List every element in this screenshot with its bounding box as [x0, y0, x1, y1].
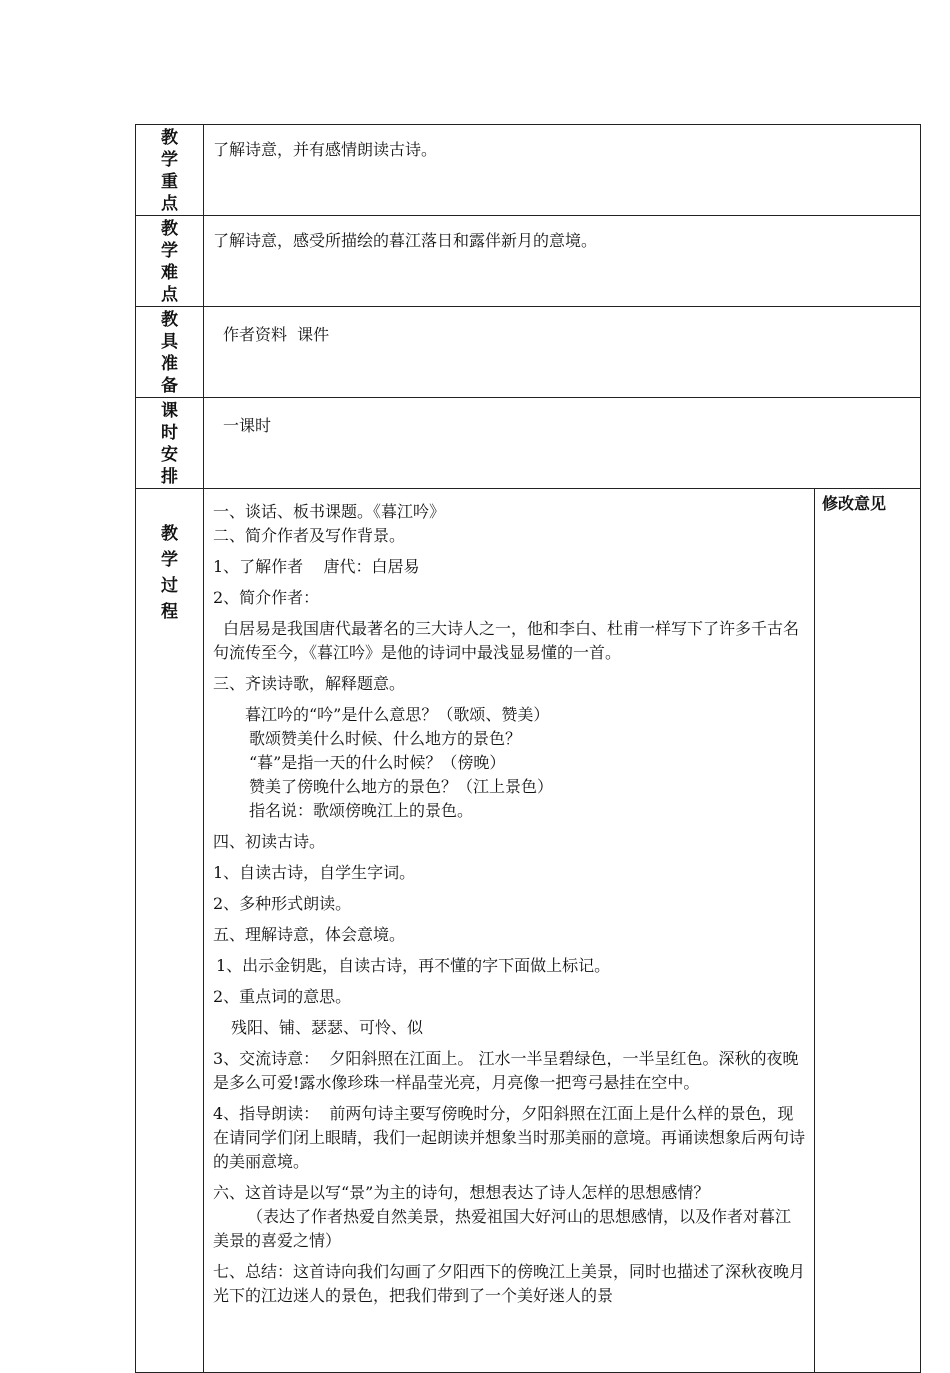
step-6: 六、这首诗是以写“景”为主的诗句，想想表达了诗人怎样的思想感情？ [213, 1183, 710, 1202]
key-words: 残阳、铺、瑟瑟、可怜、似 [231, 1018, 424, 1037]
row-teaching-process [136, 489, 921, 1373]
step-5-3: 3、交流诗意： 夕阳斜照在江面上。 江水一半呈碧绿色，一半呈红色。深秋的夜晚是多么可爱!露水像珍珠一样晶莹光亮，月亮像一把弯弓悬挂在空中。 [213, 1049, 799, 1092]
materials-value: 作者资料 课件 [204, 307, 921, 398]
row-schedule [136, 398, 921, 489]
step-2-2: 2、简介作者： [213, 588, 320, 607]
step-4: 四、初读古诗。 [213, 832, 326, 851]
step-7: 七、总结：这首诗向我们勾画了夕阳西下的傍晚江上美景，同时也描述了深秋夜晚月光下的江边迷人的景色，把我们带到了一个美好迷人的景 [213, 1262, 806, 1305]
row-difficult-points [136, 216, 921, 307]
question-4: 赞美了傍晚什么地方的景色？（江上景色） [249, 777, 554, 796]
step-5-1: 1、出示金钥匙，自读古诗，再不懂的字下面做上标记。 [216, 956, 611, 975]
question-2: 歌颂赞美什么时候、什么地方的景色？ [249, 729, 522, 748]
lesson-plan-table [135, 124, 921, 1373]
difficult-points-label: 教学 难点 [136, 216, 204, 307]
step-4-2: 2、多种形式朗读。 [213, 894, 352, 913]
step-3: 三、齐读诗歌，解释题意。 [213, 674, 406, 693]
answer-summary: 指名说：歌颂傍晚江上的景色。 [249, 801, 474, 820]
question-3: “暮”是指一天的什么时候？（傍晚） [249, 753, 506, 772]
teaching-process-label: 教 学 过 程 [136, 489, 204, 1373]
revision-notes-header: 修改意见 [815, 489, 921, 1373]
author-intro: 白居易是我国唐代最著名的三大诗人之一，他和李白、杜甫一样写下了许多千古名句流传至今，《暮江吟》是他的诗词中最浅显易懂的一首。 [213, 619, 800, 662]
step-6-answer: （表达了作者热爱自然美景，热爱祖国大好河山的思想感情，以及作者对暮江美景的喜爱之情） [213, 1207, 792, 1250]
key-points-label: 教学 重点 [136, 125, 204, 216]
question-1: 暮江吟的“吟”是什么意思？（歌颂、赞美） [245, 705, 550, 724]
schedule-label: 课时 安排 [136, 398, 204, 489]
materials-label: 教具 准备 [136, 307, 204, 398]
row-materials [136, 307, 921, 398]
step-2-1: 1、了解作者 唐代：白居易 [213, 557, 420, 576]
step-1: 一、谈话、板书课题。《暮江吟》 [213, 502, 446, 521]
step-2: 二、简介作者及写作背景。 [213, 526, 406, 545]
difficult-points-value: 了解诗意，感受所描绘的暮江落日和露伴新月的意境。 [204, 216, 921, 307]
step-4-1: 1、自读古诗，自学生字词。 [213, 863, 416, 882]
key-points-value: 了解诗意，并有感情朗读古诗。 [204, 125, 921, 216]
teaching-process-content [204, 489, 815, 1373]
step-5-2: 2、重点词的意思。 [213, 987, 352, 1006]
step-5-4: 4、指导朗读： 前两句诗主要写傍晚时分，夕阳斜照在江面上是什么样的景色，现在请同学们闭上眼睛，我们一起朗读并想象当时那美丽的意境。再诵读想象后两句诗的美丽意境。 [213, 1104, 806, 1171]
schedule-value: 一课时 [204, 398, 921, 489]
step-5: 五、理解诗意，体会意境。 [213, 925, 406, 944]
row-key-points [136, 125, 921, 216]
